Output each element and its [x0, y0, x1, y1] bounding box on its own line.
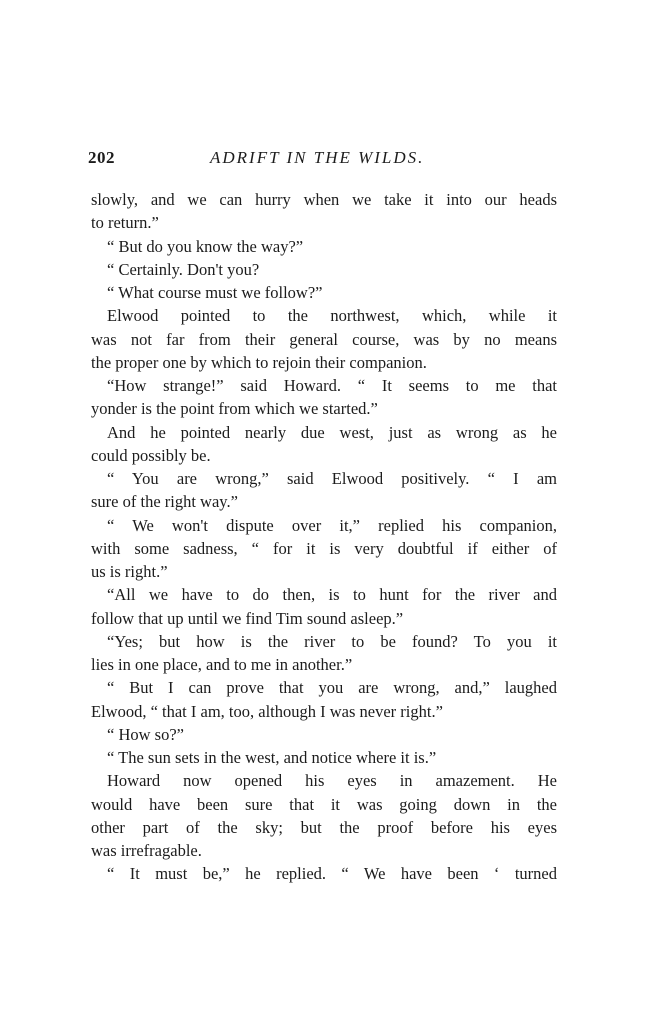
text-line: could possibly be. — [91, 445, 211, 465]
text-line: follow that up until we find Tim sound asleep.” — [91, 608, 404, 628]
text-line: would have been sure that it was going down in the — [91, 794, 557, 814]
running-title: ADRIFT IN THE WILDS. — [210, 148, 425, 167]
page-number: 202 — [88, 148, 115, 167]
text-line: “ You are wrong,” said Elwood positively. “ I am — [107, 469, 557, 488]
text-line: “ We won't dispute over it,” replied his companion, — [107, 515, 557, 535]
text-line: “ But do you know the way?” — [107, 236, 304, 256]
text-line: “How strange!” said Howard. “ It seems to me that — [107, 376, 557, 395]
text-line: “ But I can prove that you are wrong, and,” laughed — [107, 678, 557, 698]
text-line: other part of the sky; but the proof before his eyes — [91, 817, 557, 837]
text-line: “ It must be,” he replied. “ We have been ‘ turned — [107, 864, 557, 884]
text-line: Elwood, “ that I am, too, although I was never right.” — [91, 701, 443, 721]
text-line: sure of the right way.” — [91, 492, 238, 512]
text-line: to return.” — [91, 213, 159, 233]
body-text — [91, 188, 557, 886]
text-line: “ What course must we follow?” — [107, 283, 323, 302]
running-head — [88, 148, 558, 172]
text-line: And he pointed nearly due west, just as wrong as he — [107, 422, 557, 442]
text-line: with some sadness, “ for it is very doubtful if either of — [91, 538, 557, 558]
text-line: Elwood pointed to the northwest, which, while it — [107, 306, 557, 326]
text-line: Howard now opened his eyes in amazement. He — [107, 771, 557, 791]
text-line: yonder is the point from which we started.” — [91, 399, 378, 419]
text-line: “ The sun sets in the west, and notice where it is.” — [107, 748, 437, 767]
text-line: was irrefragable. — [91, 841, 202, 860]
text-line: was not far from their general course, was by no means — [91, 329, 557, 349]
text-line: “All we have to do then, is to hunt for the river and — [107, 585, 557, 605]
text-line: “ Certainly. Don't you? — [107, 259, 260, 279]
text-line: slowly, and we can hurry when we take it into our heads — [91, 190, 557, 209]
text-line: the proper one by which to rejoin their companion. — [91, 352, 427, 372]
text-line: “Yes; but how is the river to be found? To you it — [107, 631, 557, 651]
text-line: us is right.” — [91, 562, 168, 581]
text-line: “ How so?” — [107, 724, 184, 744]
text-line: lies in one place, and to me in another.” — [91, 655, 353, 674]
